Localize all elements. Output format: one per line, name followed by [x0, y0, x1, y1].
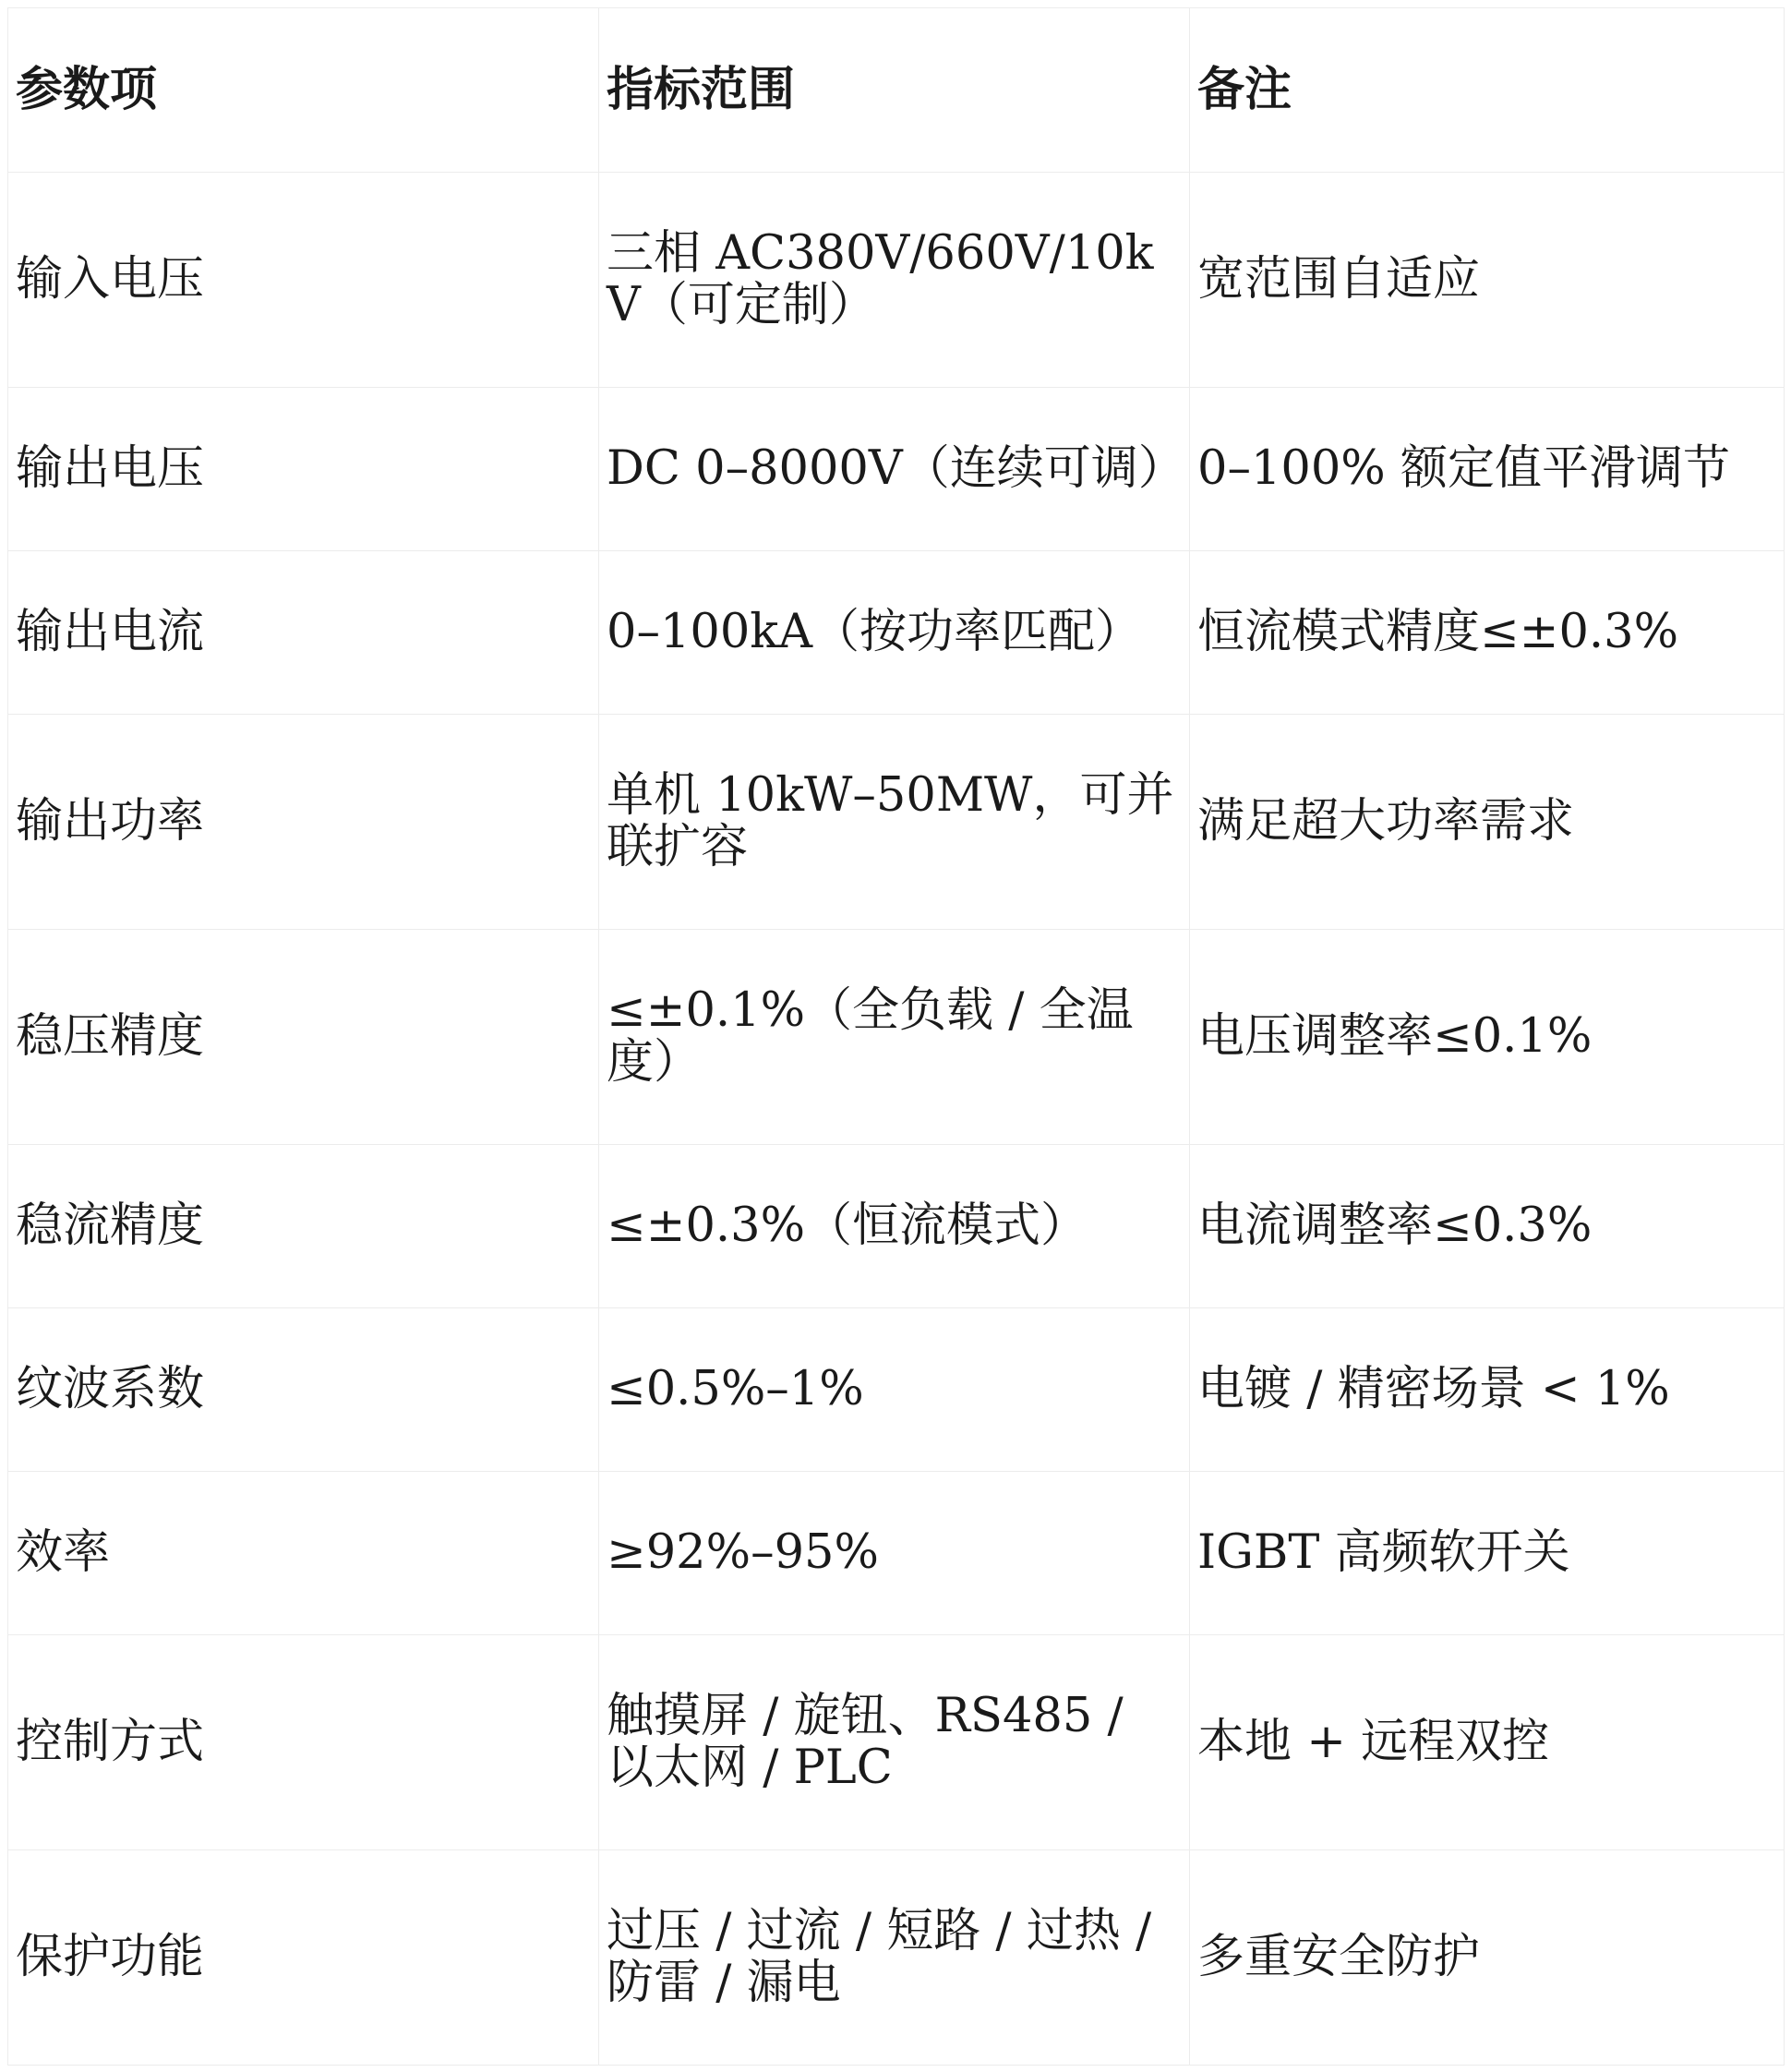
cell-remark: 宽范围自适应	[1190, 173, 1785, 388]
cell-range: DC 0–8000V（连续可调）	[599, 388, 1190, 551]
table-row	[8, 1472, 1785, 1635]
header-row	[8, 8, 1785, 173]
table-row	[8, 173, 1785, 388]
table-row	[8, 930, 1785, 1145]
header-remark: 备注	[1190, 8, 1785, 173]
cell-remark: 满足超大功率需求	[1190, 715, 1785, 930]
cell-range: 触摸屏 / 旋钮、RS485 / 以太网 / PLC	[599, 1635, 1190, 1850]
table-row	[8, 551, 1785, 715]
cell-param: 输出电压	[8, 388, 599, 551]
table-header	[8, 8, 1785, 173]
cell-remark: 多重安全防护	[1190, 1850, 1785, 2066]
cell-remark: IGBT 高频软开关	[1190, 1472, 1785, 1635]
cell-param: 输入电压	[8, 173, 599, 388]
cell-param: 稳流精度	[8, 1145, 599, 1308]
cell-param: 输出功率	[8, 715, 599, 930]
cell-remark: 0–100% 额定值平滑调节	[1190, 388, 1785, 551]
header-range: 指标范围	[599, 8, 1190, 173]
cell-remark: 电镀 / 精密场景 < 1%	[1190, 1308, 1785, 1472]
cell-param: 输出电流	[8, 551, 599, 715]
cell-range: 过压 / 过流 / 短路 / 过热 / 防雷 / 漏电	[599, 1850, 1190, 2066]
cell-param: 纹波系数	[8, 1308, 599, 1472]
table-row	[8, 388, 1785, 551]
cell-range: 三相 AC380V/660V/10kV（可定制）	[599, 173, 1190, 388]
cell-range: 0–100kA（按功率匹配）	[599, 551, 1190, 715]
table-row	[8, 1145, 1785, 1308]
cell-remark: 本地 + 远程双控	[1190, 1635, 1785, 1850]
cell-range: ≤±0.3%（恒流模式）	[599, 1145, 1190, 1308]
cell-remark: 恒流模式精度≤±0.3%	[1190, 551, 1785, 715]
cell-param: 稳压精度	[8, 930, 599, 1145]
table-row	[8, 1850, 1785, 2066]
table-body	[8, 173, 1785, 2066]
cell-range: ≥92%–95%	[599, 1472, 1190, 1635]
cell-param: 效率	[8, 1472, 599, 1635]
cell-range: ≤0.5%–1%	[599, 1308, 1190, 1472]
cell-param: 保护功能	[8, 1850, 599, 2066]
cell-range: ≤±0.1%（全负载 / 全温度）	[599, 930, 1190, 1145]
cell-remark: 电压调整率≤0.1%	[1190, 930, 1785, 1145]
table-row	[8, 1635, 1785, 1850]
cell-param: 控制方式	[8, 1635, 599, 1850]
cell-range: 单机 10kW–50MW，可并联扩容	[599, 715, 1190, 930]
cell-remark: 电流调整率≤0.3%	[1190, 1145, 1785, 1308]
spec-table	[7, 7, 1785, 2066]
header-param: 参数项	[8, 8, 599, 173]
table-row	[8, 715, 1785, 930]
table-row	[8, 1308, 1785, 1472]
